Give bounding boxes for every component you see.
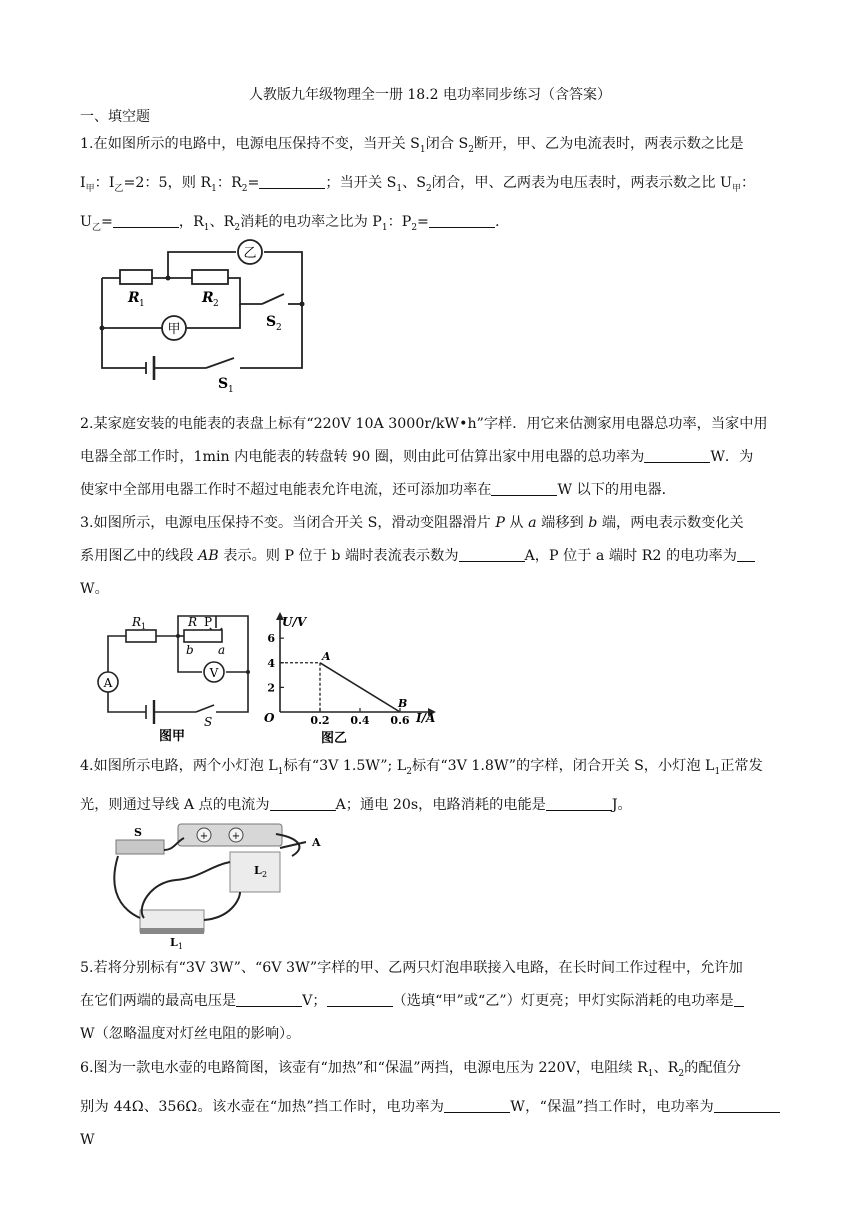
svg-text:P: P (204, 615, 213, 629)
question-3: 3.如图所示，电源电压保持不变。当闭合开关 S，滑动变阻器滑片 P 从 a 端移到 b 端，两电表示数变化关 系用图乙中的线段 AB 表示。则 P 位于 b 端时表流表示数为 A，P 位于 a 端时 R2 的电功率为 W。 (80, 507, 780, 606)
svg-text:L: L (170, 936, 178, 949)
svg-text:A: A (312, 836, 321, 849)
section-heading: 一、填空题 (80, 109, 150, 125)
svg-text:1: 1 (141, 622, 147, 631)
svg-text:S: S (204, 715, 213, 729)
svg-text:2: 2 (276, 323, 282, 333)
svg-text:A: A (103, 676, 113, 690)
answer-blank[interactable] (429, 211, 495, 228)
figure-caption: 图乙 (320, 731, 348, 746)
question-6: 6.图为一款电水壶的电路简图，该壶有“加热”和“保温”两挡，电源电压为 220V，电阻续 $R_1$、$R_2$的配值分 别为 44Ω、356Ω。该水壶在“加热”挡工作时，电功率为 W，“保温”挡工作时，电功率为W (80, 1052, 780, 1157)
question-2: 2.某家庭安装的电能表的表盘上标有“220V 10A 3000r/kW•h”字样．用它来估测家用电器总功率，当家中用 电器全部工作时，1min 内电能表的转盘转 90 圈，则由此可估算出家中用电器的总功率为 W．为 使家中全部用电器工作时不超过电能表允许电流，还可添加功率在 W 以下的用电器． (80, 416, 768, 498)
y-tick-label: 2 (267, 681, 275, 695)
switch-s (116, 840, 164, 854)
svg-text:+: + (199, 831, 209, 842)
rheostat-r2 (184, 630, 222, 642)
answer-blank[interactable] (734, 990, 744, 1007)
svg-text:b: b (186, 643, 194, 657)
svg-text:甲: 甲 (167, 322, 181, 337)
svg-text:a: a (218, 643, 226, 657)
svg-text:R: R (132, 615, 142, 629)
svg-text:R: R (188, 615, 198, 629)
answer-blank[interactable] (236, 990, 302, 1007)
answer-blank[interactable] (644, 446, 710, 463)
y-tick-label: 6 (267, 632, 275, 646)
svg-text:1: 1 (178, 942, 184, 951)
x-tick-label: 0.6 (390, 714, 410, 727)
answer-blank[interactable] (327, 990, 393, 1007)
origin-label: O (264, 711, 275, 725)
svg-text:图甲: 图甲 (158, 729, 186, 744)
svg-text:乙: 乙 (243, 246, 257, 261)
svg-text:S: S (218, 376, 229, 392)
svg-text:1: 1 (139, 299, 145, 309)
x-axis-label: I/A (416, 711, 436, 725)
graph-figure-3b (260, 612, 440, 746)
junction-dot (166, 276, 171, 281)
answer-blank[interactable] (259, 172, 325, 189)
question-4: 4.如图所示电路，两个小灯泡 $L_1$标有“3V 1.5W”; $L_2$标有“3V 1.8W”的字样，闭合开关 S，小灯泡 $L_1$正常发 光，则通过导线 A 点的电流为 A；通电 20s，电路消耗的电能是 J。 (80, 758, 763, 813)
y-axis-label: U/V (282, 615, 307, 629)
answer-blank[interactable] (491, 479, 557, 496)
svg-text:R: R (128, 290, 140, 306)
question-5: 5.若将分别标有“3V 3W”、“6V 3W”字样的甲、乙两只灯泡串联接入电路，在长时间工作过程中，允许加 在它们两端的最高电压是 V； （选填“甲”或“乙”）灯更亮；甲灯实际消耗的电功率是 W（忽略温度对灯丝电阻的影响）。 (80, 960, 743, 1042)
circuit-figure-1 (98, 238, 310, 395)
svg-text:S: S (134, 826, 142, 839)
question-1: 1.在如图所示的电路中，电源电压保持不变，当开关 $S_1$闭合 $S_2$断开，甲、乙为电流表时，两表示数之比是 $I_甲$：$I_乙=2$：5，则 $R_1$：$R_2=$ ；当开关 $S_1$、$S_2$闭合，甲、乙两表为电压表时，两表示数之比 $U_甲$： $U_乙=$ ，$R_1$、$R_2$消耗的电功率之比为 $P_1$：$P_2=$ . (80, 136, 756, 233)
svg-text:S: S (266, 314, 277, 330)
answer-blank[interactable] (737, 545, 755, 562)
answer-blank[interactable] (459, 545, 525, 562)
svg-text:2: 2 (213, 299, 219, 309)
segment-ab (320, 663, 400, 712)
circuit-photo-figure-4 (100, 822, 332, 951)
svg-text:L: L (254, 864, 262, 877)
answer-blank[interactable] (270, 794, 336, 811)
svg-text:V: V (209, 666, 219, 680)
x-tick-label: 0.2 (310, 714, 330, 727)
svg-text:2: 2 (262, 870, 268, 879)
answer-blank[interactable] (444, 1096, 510, 1113)
y-tick-label: 4 (267, 656, 275, 670)
svg-text:1: 1 (228, 385, 234, 395)
junction-dot (300, 302, 305, 307)
point-a-label: A (322, 649, 331, 663)
svg-text:R: R (202, 290, 214, 306)
answer-blank[interactable] (113, 211, 179, 228)
svg-text:+: + (231, 831, 241, 842)
answer-blank[interactable] (714, 1096, 780, 1113)
circuit-figure-3a (98, 612, 256, 742)
junction-dot (100, 326, 105, 331)
point-b-label: B (398, 697, 408, 710)
answer-blank[interactable] (546, 794, 612, 811)
x-tick-label: 0.4 (350, 714, 370, 727)
page-title: 人教版九年级物理全一册 18.2 电功率同步练习（含答案） (248, 87, 612, 103)
